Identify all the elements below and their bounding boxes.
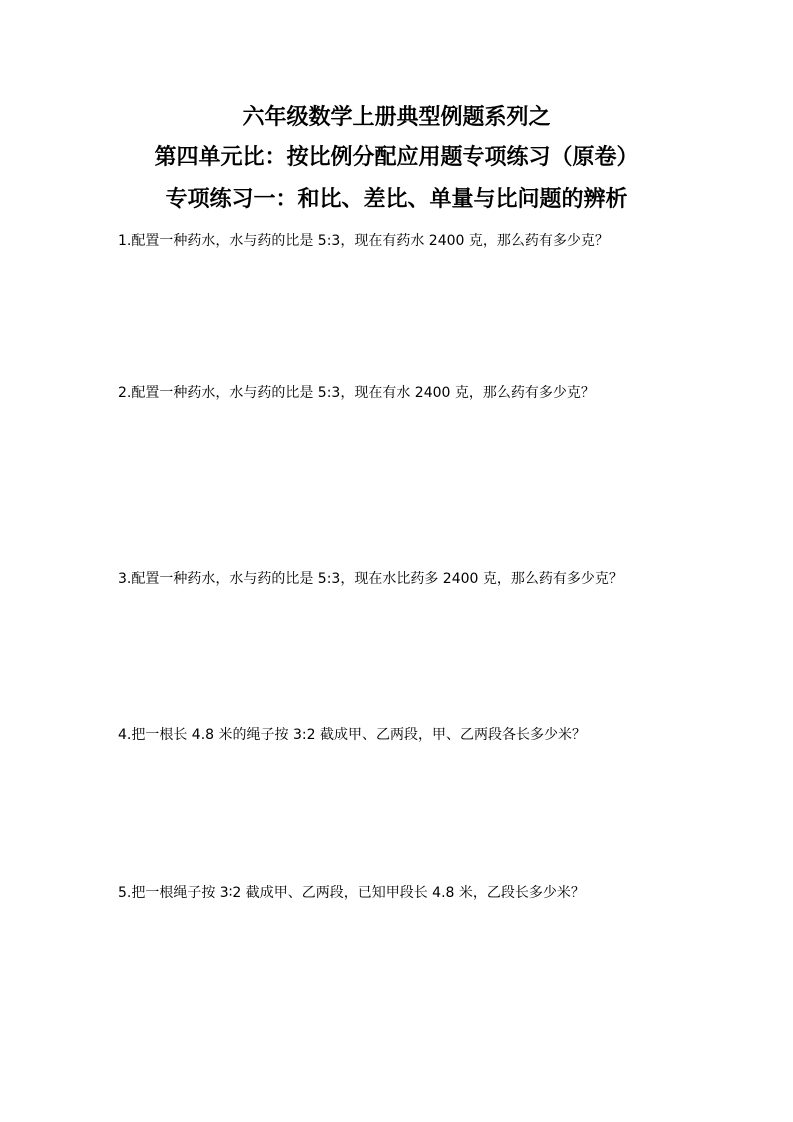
- unit-title: 第四单元比：按比例分配应用题专项练习（原卷）: [154, 145, 639, 170]
- question-4: 4.把一根长 4.8 米的绳子按 3:2 截成甲、乙两段，甲、乙两段各长多少米？: [118, 727, 586, 743]
- question-2: 2.配置一种药水，水与药的比是 5:3，现在有水 2400 克，那么药有多少克？: [118, 385, 595, 401]
- question-1: 1.配置一种药水，水与药的比是 5:3，现在有药水 2400 克，那么药有多少克？: [118, 233, 609, 249]
- exercise-title: 专项练习一：和比、差比、单量与比问题的辨析: [165, 187, 628, 212]
- question-5: 5.把一根绳子按 3∶2 截成甲、乙两段，已知甲段长 4.8 米，乙段长多少米？: [118, 885, 585, 901]
- question-3: 3.配置一种药水，水与药的比是 5:3，现在水比药多 2400 克，那么药有多少克？: [118, 571, 623, 587]
- series-title: 六年级数学上册典型例题系列之: [242, 105, 551, 130]
